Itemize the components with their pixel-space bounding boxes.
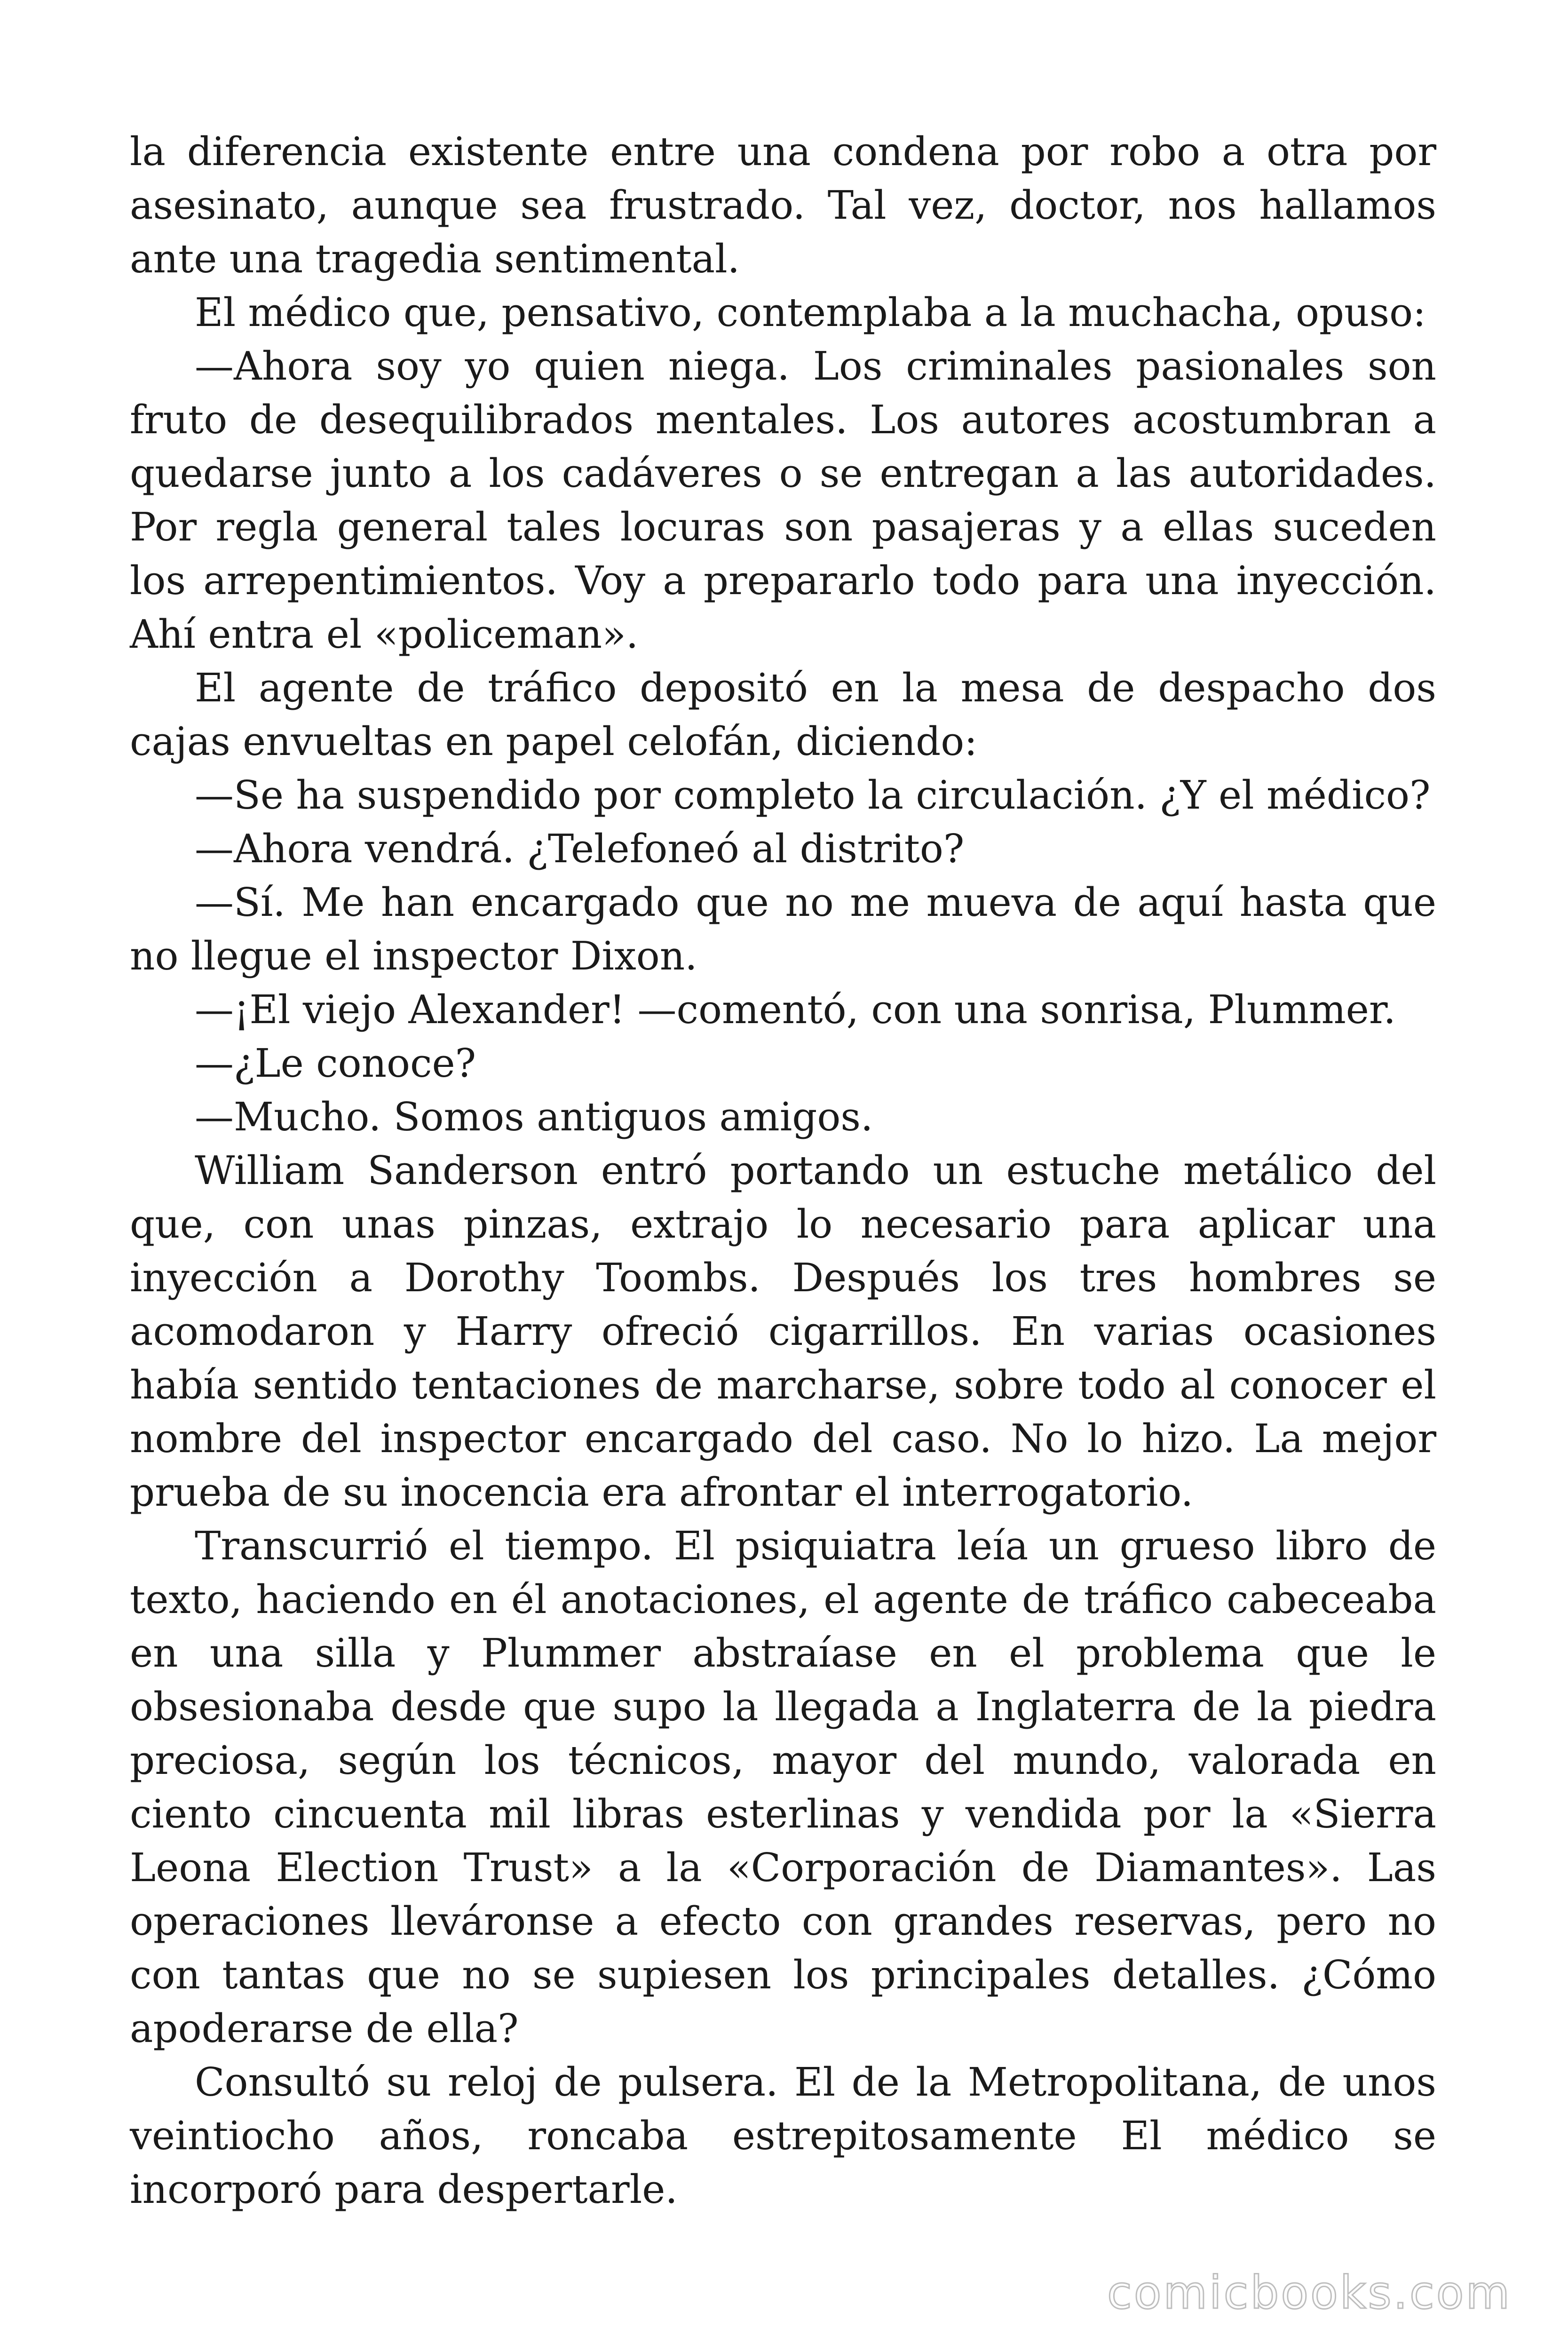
page-body xyxy=(130,125,1436,2217)
paragraph-11: William Sanderson entró portando un estuche metálico del que, con unas pinzas, extrajo lo necesario para aplicar una inyección a Dorothy Toombs. Después los tres hombres se acomodaron y Harry ofreció cigarrillos. En varias ocasiones había sentido tentaciones de marcharse, sobre todo al conocer el nombre del inspector encargado del caso. No lo hizo. La mejor prueba de su inocencia era afrontar el interrogatorio. xyxy=(130,1148,1436,1515)
paragraph-12: Transcurrió el tiempo. El psiquiatra leía un grueso libro de texto, haciendo en él anotaciones, el agente de tráfico cabeceaba en una silla y Plummer abstraíase en el problema que le obsesionaba desde que supo la llegada a Inglaterra de la piedra preciosa, según los técnicos, mayor del mundo, valorada en ciento cincuenta mil libras esterlinas y vendida por la «Sierra Leona Election Trust» a la «Corporación de Diamantes». Las operaciones lleváronse a efecto con grandes reservas, pero no con tantas que no se supiesen los principales detalles. ¿Cómo apoderarse de ella? xyxy=(130,1523,1436,2051)
paragraph-13: Consultó su reloj de pulsera. El de la Metropolitana, de unos veintiocho años, roncaba estrepitosamente El médico se incorporó para despertarle. xyxy=(130,2059,1436,2212)
paragraph-5: —Se ha suspendido por completo la circulación. ¿Y el médico? xyxy=(195,772,1431,818)
paragraph-4: El agente de tráfico depositó en la mesa de despacho dos cajas envueltas en papel celofán, diciendo: xyxy=(130,665,1436,764)
paragraph-3: —Ahora soy yo quien niega. Los criminales pasionales son fruto de desequilibrados mentales. Los autores acostumbran a quedarse junto a los cadáveres o se entregan a las autoridades. Por regla general tales locuras son pasajeras y a ellas suceden los arrepentimientos. Voy a prepararlo todo para una inyección. Ahí entra el «policeman». xyxy=(130,343,1436,657)
watermark: comicbooks.com xyxy=(1107,2266,1512,2319)
paragraph-10: —Mucho. Somos antiguos amigos. xyxy=(195,1094,873,1140)
paragraph-6: —Ahora vendrá. ¿Telefoneó al distrito? xyxy=(195,826,965,872)
paragraph-7: —Sí. Me han encargado que no me mueva de aquí hasta que no llegue el inspector Dixon. xyxy=(130,880,1436,979)
paragraph-8: —¡El viejo Alexander! —comentó, con una sonrisa, Plummer. xyxy=(195,987,1396,1033)
paragraph-1: la diferencia existente entre una condena por robo a otra por asesinato, aunque sea frustrado. Tal vez, doctor, nos hallamos ante una tragedia sentimental. xyxy=(130,129,1436,282)
paragraph-9: —¿Le conoce? xyxy=(195,1041,476,1086)
paragraph-2: El médico que, pensativo, contemplaba a la muchacha, opuso: xyxy=(195,290,1426,335)
